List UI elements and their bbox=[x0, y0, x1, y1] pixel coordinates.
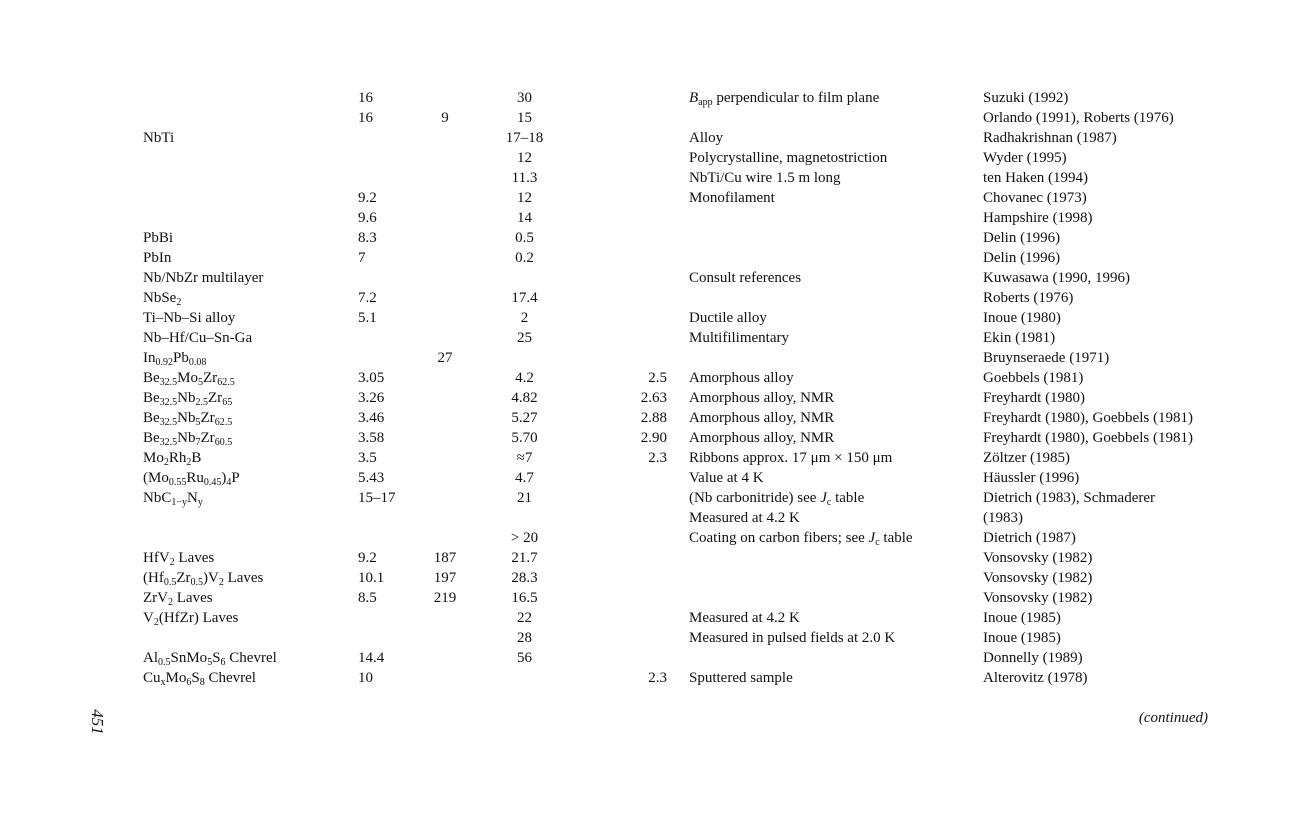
tc-cell: 3.05 bbox=[358, 370, 385, 386]
comment-cell: Amorphous alloy, NMR bbox=[689, 410, 835, 426]
comment-cell: Alloy bbox=[689, 130, 724, 146]
hc2-cell: 4.7 bbox=[515, 470, 534, 486]
material-cell: $Cu_xMo_6S_8$ Chevrel bbox=[143, 670, 256, 688]
tc-cell: 8.3 bbox=[358, 230, 377, 246]
comment-cell: Consult references bbox=[689, 270, 802, 286]
hc2-cell: 4.82 bbox=[511, 390, 538, 406]
reference-cell: Vonsovsky (1982) bbox=[983, 570, 1093, 586]
material-cell: PbBi bbox=[143, 230, 174, 246]
hc2-cell: 15 bbox=[517, 110, 532, 126]
hc2-cell: 56 bbox=[517, 650, 532, 666]
reference-cell: Wyder (1995) bbox=[983, 150, 1067, 166]
table-row bbox=[0, 188, 1296, 208]
reference-cell: Radhakrishnan (1987) bbox=[983, 130, 1117, 146]
comment-cell: Ribbons approx. 17 μm × 150 μm bbox=[689, 450, 893, 466]
table-row bbox=[0, 148, 1296, 168]
reference-cell: Freyhardt (1980), Goebbels (1981) bbox=[983, 430, 1193, 446]
material-cell: Ti–Nb–Si alloy bbox=[143, 310, 236, 326]
table-row bbox=[0, 288, 1296, 308]
comment-cell: Coating on carbon fibers; see $J_c$ table bbox=[689, 530, 913, 548]
tc-cell: 9.6 bbox=[358, 210, 377, 226]
tc-cell: 15–17 bbox=[358, 490, 396, 506]
table-row bbox=[0, 588, 1296, 608]
material-cell: $Al_{0.5}SnMo_5S_6$ Chevrel bbox=[143, 650, 277, 668]
hc1-cell: 219 bbox=[433, 590, 457, 606]
hc2-cell: 0.5 bbox=[515, 230, 534, 246]
hc2-cell: 11.3 bbox=[511, 170, 538, 186]
hc2-cell: 25 bbox=[517, 330, 532, 346]
reference-cell: (1983) bbox=[983, 510, 1023, 526]
table-row bbox=[0, 448, 1296, 468]
tc-cell: 3.26 bbox=[358, 390, 385, 406]
tc-cell: 16 bbox=[358, 110, 373, 126]
tc-cell: 16 bbox=[358, 90, 373, 106]
reference-cell: Dietrich (1987) bbox=[983, 530, 1076, 546]
table-row bbox=[0, 568, 1296, 588]
comment-cell: Monofilament bbox=[689, 190, 775, 206]
reference-cell: Alterovitz (1978) bbox=[983, 670, 1088, 686]
hc2-cell: 17.4 bbox=[511, 290, 538, 306]
reference-cell: Goebbels (1981) bbox=[983, 370, 1084, 386]
kappa-cell: 2.3 bbox=[648, 670, 667, 686]
hc2-cell: 21.7 bbox=[511, 550, 538, 566]
kappa-cell: 2.88 bbox=[640, 410, 667, 426]
material-cell: $Mo_2Rh_2B$ bbox=[143, 450, 202, 468]
table-row bbox=[0, 408, 1296, 428]
reference-cell: Donnelly (1989) bbox=[983, 650, 1083, 666]
comment-cell: Measured at 4.2 K bbox=[689, 610, 800, 626]
material-cell: $NbC_{1-y}N_y$ bbox=[143, 490, 203, 508]
hc1-cell: 9 bbox=[441, 110, 449, 126]
table-row bbox=[0, 308, 1296, 328]
material-cell: Nb/NbZr multilayer bbox=[143, 270, 264, 286]
hc2-cell: 12 bbox=[517, 190, 532, 206]
comment-cell: Value at 4 K bbox=[689, 470, 764, 486]
table-row bbox=[0, 268, 1296, 288]
table-row bbox=[0, 548, 1296, 568]
material-cell: $Be_{32.5}Nb_{2.5}Zr_{65}$ bbox=[143, 390, 233, 408]
comment-cell: Amorphous alloy, NMR bbox=[689, 430, 835, 446]
material-cell: $Be_{32.5}Mo_5Zr_{62.5}$ bbox=[143, 370, 235, 388]
reference-cell: Freyhardt (1980), Goebbels (1981) bbox=[983, 410, 1193, 426]
data-table bbox=[0, 88, 1296, 688]
reference-cell: Inoue (1985) bbox=[983, 610, 1061, 626]
material-cell: NbSe$_2$ bbox=[143, 290, 182, 308]
reference-cell: Vonsovsky (1982) bbox=[983, 590, 1093, 606]
reference-cell: Kuwasawa (1990, 1996) bbox=[983, 270, 1131, 286]
table-row bbox=[0, 528, 1296, 548]
hc2-cell: 14 bbox=[517, 210, 532, 226]
reference-cell: Delin (1996) bbox=[983, 230, 1061, 246]
reference-cell: Bruynseraede (1971) bbox=[983, 350, 1110, 366]
tc-cell: 7 bbox=[358, 250, 366, 266]
hc2-cell: 0.2 bbox=[515, 250, 534, 266]
reference-cell: ten Haken (1994) bbox=[983, 170, 1088, 186]
material-cell: $V_2(HfZr)$ Laves bbox=[143, 610, 239, 628]
hc1-cell: 27 bbox=[437, 350, 453, 366]
hc2-cell: 22 bbox=[517, 610, 532, 626]
continued-note: (continued) bbox=[1138, 710, 1208, 726]
tc-cell: 9.2 bbox=[358, 550, 377, 566]
table-row bbox=[0, 208, 1296, 228]
table-row bbox=[0, 668, 1296, 688]
hc2-cell: ≈7 bbox=[516, 450, 533, 466]
tc-cell: 14.4 bbox=[358, 650, 385, 666]
table-row bbox=[0, 428, 1296, 448]
reference-cell: Vonsovsky (1982) bbox=[983, 550, 1093, 566]
reference-cell: Zöltzer (1985) bbox=[983, 450, 1071, 466]
table-row bbox=[0, 328, 1296, 348]
material-cell: $Be_{32.5}Nb_7Zr_{60.5}$ bbox=[143, 430, 233, 448]
table-row bbox=[0, 508, 1296, 528]
table-row bbox=[0, 628, 1296, 648]
kappa-cell: 2.63 bbox=[640, 390, 667, 406]
table-row bbox=[0, 128, 1296, 148]
hc2-cell: 12 bbox=[517, 150, 532, 166]
comment-cell: Measured in pulsed fields at 2.0 K bbox=[689, 630, 896, 646]
table-row bbox=[0, 168, 1296, 188]
material-cell: Nb–Hf/Cu–Sn-Ga bbox=[143, 330, 253, 346]
tc-cell: 3.46 bbox=[358, 410, 385, 426]
table-row bbox=[0, 108, 1296, 128]
hc2-cell: > 20 bbox=[510, 530, 539, 546]
table-row bbox=[0, 388, 1296, 408]
reference-cell: Inoue (1980) bbox=[983, 310, 1061, 326]
table-row bbox=[0, 368, 1296, 388]
reference-cell: Häussler (1996) bbox=[983, 470, 1080, 486]
hc2-cell: 28 bbox=[517, 630, 532, 646]
comment-cell: Amorphous alloy, NMR bbox=[689, 390, 835, 406]
material-cell: PbIn bbox=[143, 250, 172, 266]
hc2-cell: 30 bbox=[517, 90, 532, 106]
reference-cell: Delin (1996) bbox=[983, 250, 1061, 266]
material-cell: HfV$_2$ Laves bbox=[143, 550, 215, 568]
reference-cell: Freyhardt (1980) bbox=[983, 390, 1086, 406]
tc-cell: 3.58 bbox=[358, 430, 385, 446]
hc2-cell: 16.5 bbox=[511, 590, 538, 606]
material-cell: $Be_{32.5}Nb_5Zr_{62.5}$ bbox=[143, 410, 233, 428]
kappa-cell: 2.3 bbox=[648, 450, 667, 466]
comment-cell: Ductile alloy bbox=[689, 310, 767, 326]
tc-cell: 8.5 bbox=[358, 590, 377, 606]
hc2-cell: 17–18 bbox=[505, 130, 544, 146]
comment-cell: (Nb carbonitride) see $J_c$ table bbox=[689, 490, 865, 508]
tc-cell: 9.2 bbox=[358, 190, 377, 206]
tc-cell: 5.43 bbox=[358, 470, 385, 486]
reference-cell: Suzuki (1992) bbox=[983, 90, 1069, 106]
hc2-cell: 28.3 bbox=[511, 570, 538, 586]
reference-cell: Ekin (1981) bbox=[983, 330, 1056, 346]
table-row bbox=[0, 228, 1296, 248]
reference-cell: Chovanec (1973) bbox=[983, 190, 1087, 206]
kappa-cell: 2.90 bbox=[640, 430, 667, 446]
comment-cell: Sputtered sample bbox=[689, 670, 793, 686]
page-number: 451 bbox=[87, 709, 107, 735]
table-row bbox=[0, 348, 1296, 368]
material-cell: $(Mo_{0.55}Ru_{0.45})_4P$ bbox=[143, 470, 240, 488]
table-row bbox=[0, 608, 1296, 628]
tc-cell: 3.5 bbox=[358, 450, 377, 466]
tc-cell: 10.1 bbox=[358, 570, 385, 586]
material-cell: NbTi bbox=[143, 130, 175, 146]
table-row bbox=[0, 648, 1296, 668]
reference-cell: Hampshire (1998) bbox=[983, 210, 1093, 226]
hc2-cell: 5.27 bbox=[511, 410, 538, 426]
reference-cell: Dietrich (1983), Schmaderer bbox=[983, 490, 1156, 506]
hc2-cell: 4.2 bbox=[515, 370, 534, 386]
comment-cell: NbTi/Cu wire 1.5 m long bbox=[689, 170, 841, 186]
hc2-cell: 5.70 bbox=[511, 430, 538, 446]
kappa-cell: 2.5 bbox=[648, 370, 667, 386]
tc-cell: 5.1 bbox=[358, 310, 377, 326]
hc1-cell: 187 bbox=[433, 550, 457, 566]
comment-cell: Polycrystalline, magnetostriction bbox=[689, 150, 888, 166]
reference-cell: Roberts (1976) bbox=[983, 290, 1074, 306]
comment-cell: Measured at 4.2 K bbox=[689, 510, 800, 526]
hc2-cell: 21 bbox=[517, 490, 532, 506]
hc1-cell: 197 bbox=[433, 570, 457, 586]
material-cell: $(Hf_{0.5}Zr_{0.5})V_2$ Laves bbox=[143, 570, 264, 588]
tc-cell: 10 bbox=[358, 670, 373, 686]
table-row bbox=[0, 248, 1296, 268]
reference-cell: Inoue (1985) bbox=[983, 630, 1061, 646]
table-row bbox=[0, 88, 1296, 108]
hc2-cell: 2 bbox=[520, 310, 529, 326]
material-cell: $In_{0.92}Pb_{0.08}$ bbox=[143, 350, 207, 368]
table-row bbox=[0, 488, 1296, 508]
comment-cell: Multifilimentary bbox=[689, 330, 789, 346]
table-row bbox=[0, 468, 1296, 488]
tc-cell: 7.2 bbox=[358, 290, 377, 306]
comment-cell: $B_{app}$ perpendicular to film plane bbox=[689, 90, 880, 108]
reference-cell: Orlando (1991), Roberts (1976) bbox=[983, 110, 1174, 126]
material-cell: ZrV$_2$ Laves bbox=[143, 590, 213, 608]
comment-cell: Amorphous alloy bbox=[689, 370, 794, 386]
